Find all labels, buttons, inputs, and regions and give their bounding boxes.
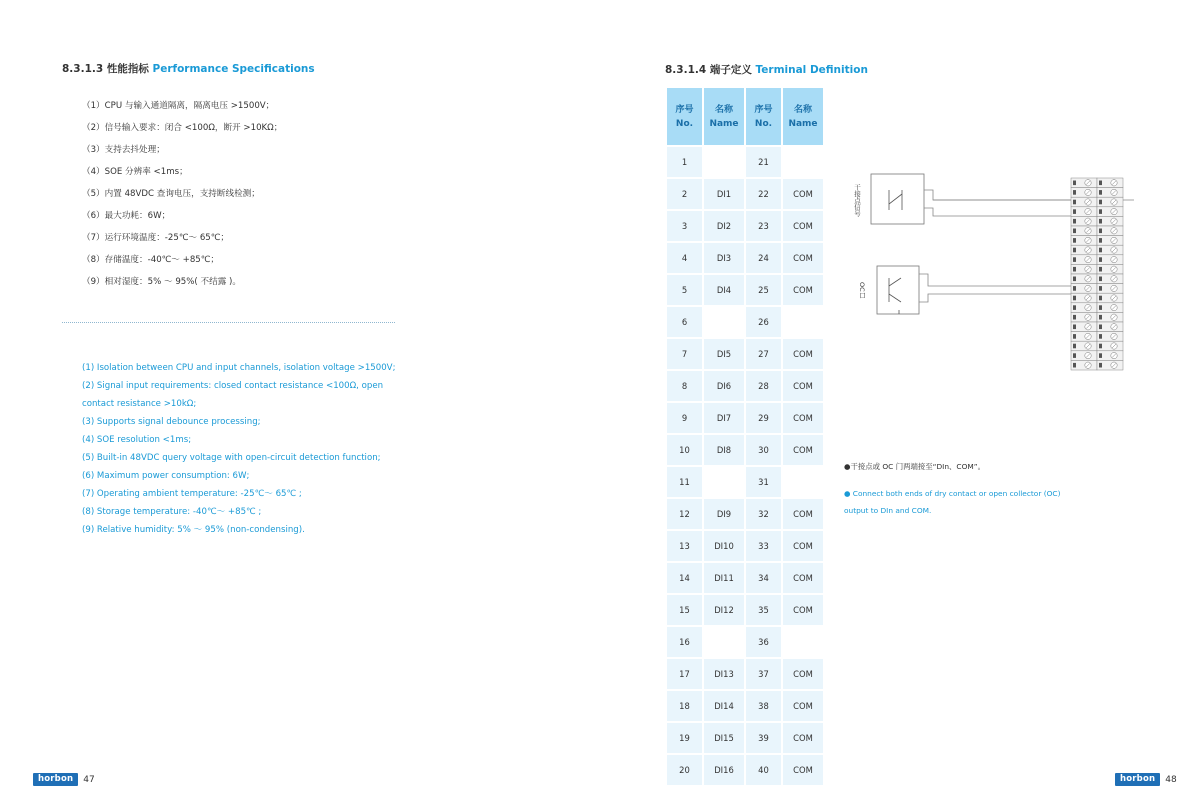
- terminal-no-cell: 36: [746, 627, 781, 657]
- terminal-name-cell: COM: [783, 531, 823, 561]
- terminal-no-cell: 24: [746, 243, 781, 273]
- header-name: 名称 Name: [783, 88, 823, 145]
- terminal-block: [1071, 178, 1123, 370]
- terminal-no-cell: 33: [746, 531, 781, 561]
- cn-spec-item: （9）相对湿度：5% ～ 95%( 不结露 )。: [82, 277, 241, 287]
- table-row: [667, 435, 823, 465]
- terminal-table-body: [667, 147, 823, 785]
- table-row: [667, 467, 823, 497]
- terminal-name-cell: COM: [783, 371, 823, 401]
- terminal-no-cell: 6: [667, 307, 702, 337]
- terminal-no-cell: 12: [667, 499, 702, 529]
- oc-transistor-icon: [877, 266, 919, 314]
- terminal-name-cell: COM: [783, 179, 823, 209]
- terminal-name-cell: DI2: [704, 211, 744, 241]
- terminal-no-cell: 1: [667, 147, 702, 177]
- table-row: [667, 403, 823, 433]
- table-row: [667, 339, 823, 369]
- en-spec-item: (2) Signal input requirements: closed contact resistance <100Ω, open contact resistance >10kΩ;: [82, 381, 384, 409]
- table-row: [667, 179, 823, 209]
- terminal-name-cell: COM: [783, 435, 823, 465]
- terminal-name-cell: COM: [783, 499, 823, 529]
- terminal-name-cell: DI5: [704, 339, 744, 369]
- terminal-no-cell: 21: [746, 147, 781, 177]
- page-number: 47: [83, 774, 95, 785]
- terminal-no-cell: 3: [667, 211, 702, 241]
- terminal-name-cell: DI14: [704, 691, 744, 721]
- footer-right: [1115, 773, 1177, 786]
- terminal-name-cell: DI8: [704, 435, 744, 465]
- cn-spec-item: （3）支持去抖处理；: [82, 145, 165, 155]
- header-no: 序号 No.: [667, 88, 702, 145]
- header-name: 名称 Name: [704, 88, 744, 145]
- terminal-name-cell: COM: [783, 403, 823, 433]
- terminal-no-cell: 4: [667, 243, 702, 273]
- terminal-name-cell: COM: [783, 211, 823, 241]
- table-row: [667, 147, 823, 177]
- terminal-name-cell: DI10: [704, 531, 744, 561]
- terminal-name-cell: DI9: [704, 499, 744, 529]
- left-page: [0, 0, 595, 808]
- terminal-name-cell: COM: [783, 691, 823, 721]
- terminal-no-cell: 30: [746, 435, 781, 465]
- table-row: [667, 595, 823, 625]
- en-spec-item: (8) Storage temperature: -40℃～ +85℃ ;: [82, 507, 262, 517]
- right-page: [596, 0, 1191, 808]
- terminal-no-cell: 22: [746, 179, 781, 209]
- table-row: [667, 499, 823, 529]
- terminal-no-cell: 29: [746, 403, 781, 433]
- cn-spec-item: （6）最大功耗：6W；: [82, 211, 171, 221]
- footer-left: [33, 773, 95, 786]
- en-spec-item: (6) Maximum power consumption: 6W;: [82, 471, 250, 481]
- terminal-no-cell: 39: [746, 723, 781, 753]
- terminal-no-cell: 13: [667, 531, 702, 561]
- cn-spec-item: （2）信号输入要求：闭合 <100Ω，断开 >10KΩ；: [82, 123, 283, 133]
- table-row: [667, 531, 823, 561]
- terminal-name-cell: COM: [783, 755, 823, 785]
- terminal-no-cell: 19: [667, 723, 702, 753]
- terminal-name-cell: COM: [783, 595, 823, 625]
- section-title-en: Performance Specifications: [152, 63, 315, 75]
- en-spec-item: (5) Built-in 48VDC query voltage with open-circuit detection function;: [82, 453, 381, 463]
- note-en: ● Connect both ends of dry contact or open collector (OC) output to DIn and COM.: [844, 489, 1061, 515]
- en-spec-list: [82, 359, 412, 539]
- terminal-name-cell: COM: [783, 243, 823, 273]
- section-title-terminal: [665, 62, 868, 77]
- terminal-no-cell: 35: [746, 595, 781, 625]
- terminal-name-cell: [704, 627, 744, 657]
- cn-spec-item: （4）SOE 分辨率 <1ms；: [82, 167, 188, 177]
- terminal-name-cell: DI7: [704, 403, 744, 433]
- terminal-no-cell: 25: [746, 275, 781, 305]
- table-header-row: [667, 88, 823, 145]
- terminal-no-cell: 5: [667, 275, 702, 305]
- terminal-name-cell: COM: [783, 275, 823, 305]
- terminal-no-cell: 38: [746, 691, 781, 721]
- terminal-no-cell: 15: [667, 595, 702, 625]
- table-row: [667, 755, 823, 785]
- terminal-name-cell: [783, 467, 823, 497]
- table-row: [667, 275, 823, 305]
- cn-spec-item: （1）CPU 与输入通道隔离，隔离电压 >1500V；: [82, 101, 275, 111]
- terminal-name-cell: [704, 307, 744, 337]
- cn-spec-item: （5）内置 48VDC 查询电压，支持断线检测；: [82, 189, 260, 199]
- table-row: [667, 371, 823, 401]
- terminal-name-cell: DI11: [704, 563, 744, 593]
- terminal-no-cell: 37: [746, 659, 781, 689]
- table-row: [667, 627, 823, 657]
- terminal-no-cell: 32: [746, 499, 781, 529]
- table-row: [667, 211, 823, 241]
- terminal-name-cell: COM: [783, 723, 823, 753]
- terminal-no-cell: 10: [667, 435, 702, 465]
- terminal-no-cell: 26: [746, 307, 781, 337]
- en-spec-item: (9) Relative humidity: 5% ～ 95% (non-condensing).: [82, 525, 305, 535]
- table-row: [667, 563, 823, 593]
- terminal-no-cell: 23: [746, 211, 781, 241]
- en-spec-item: (3) Supports signal debounce processing;: [82, 417, 261, 427]
- terminal-no-cell: 31: [746, 467, 781, 497]
- table-row: [667, 723, 823, 753]
- section-number: 8.3.1.3 性能指标: [62, 63, 149, 75]
- cn-spec-item: （8）存储温度：-40℃～ +85℃；: [82, 255, 220, 265]
- wiring-diagram: [849, 170, 1134, 375]
- terminal-name-cell: DI15: [704, 723, 744, 753]
- table-row: [667, 307, 823, 337]
- cn-spec-list: [82, 95, 282, 293]
- terminal-name-cell: COM: [783, 339, 823, 369]
- terminal-table: [665, 86, 825, 787]
- terminal-name-cell: DI1: [704, 179, 744, 209]
- terminal-name-cell: DI4: [704, 275, 744, 305]
- terminal-no-cell: 34: [746, 563, 781, 593]
- page-number: 48: [1165, 774, 1177, 785]
- terminal-no-cell: 17: [667, 659, 702, 689]
- table-row: [667, 691, 823, 721]
- terminal-no-cell: 28: [746, 371, 781, 401]
- terminal-no-cell: 18: [667, 691, 702, 721]
- en-spec-item: (1) Isolation between CPU and input channels, isolation voltage >1500V;: [82, 363, 396, 373]
- table-row: [667, 659, 823, 689]
- terminal-name-cell: [783, 627, 823, 657]
- terminal-name-cell: [704, 467, 744, 497]
- terminal-no-cell: 27: [746, 339, 781, 369]
- section-number: 8.3.1.4 端子定义: [665, 64, 752, 76]
- terminal-no-cell: 20: [667, 755, 702, 785]
- terminal-no-cell: 2: [667, 179, 702, 209]
- dotted-divider: [62, 322, 395, 323]
- terminal-name-cell: DI3: [704, 243, 744, 273]
- terminal-no-cell: 8: [667, 371, 702, 401]
- en-spec-item: (4) SOE resolution <1ms;: [82, 435, 192, 445]
- terminal-name-cell: DI6: [704, 371, 744, 401]
- terminal-no-cell: 9: [667, 403, 702, 433]
- terminal-name-cell: DI16: [704, 755, 744, 785]
- terminal-name-cell: [783, 147, 823, 177]
- en-spec-item: (7) Operating ambient temperature: -25℃～ 65℃ ;: [82, 489, 302, 499]
- terminal-name-cell: COM: [783, 659, 823, 689]
- table-row: [667, 243, 823, 273]
- terminal-name-cell: DI12: [704, 595, 744, 625]
- terminal-no-cell: 40: [746, 755, 781, 785]
- section-title-en: Terminal Definition: [755, 64, 868, 76]
- note-cn: ●干接点或 OC 门两端接至“DIn、COM”。: [844, 462, 985, 471]
- terminal-name-cell: [783, 307, 823, 337]
- horbon-logo: horbon: [33, 773, 78, 786]
- oc-label: OC口: [858, 282, 866, 299]
- terminal-no-cell: 16: [667, 627, 702, 657]
- section-title-performance: [62, 61, 315, 76]
- terminal-name-cell: [704, 147, 744, 177]
- dry-contact-label: 干接点信号: [853, 184, 861, 217]
- terminal-no-cell: 7: [667, 339, 702, 369]
- terminal-name-cell: COM: [783, 563, 823, 593]
- terminal-no-cell: 14: [667, 563, 702, 593]
- header-no: 序号 No.: [746, 88, 781, 145]
- dry-contact-icon: [871, 174, 924, 224]
- terminal-name-cell: DI13: [704, 659, 744, 689]
- cn-spec-item: （7）运行环境温度：-25℃～ 65℃；: [82, 233, 230, 243]
- terminal-no-cell: 11: [667, 467, 702, 497]
- horbon-logo: horbon: [1115, 773, 1160, 786]
